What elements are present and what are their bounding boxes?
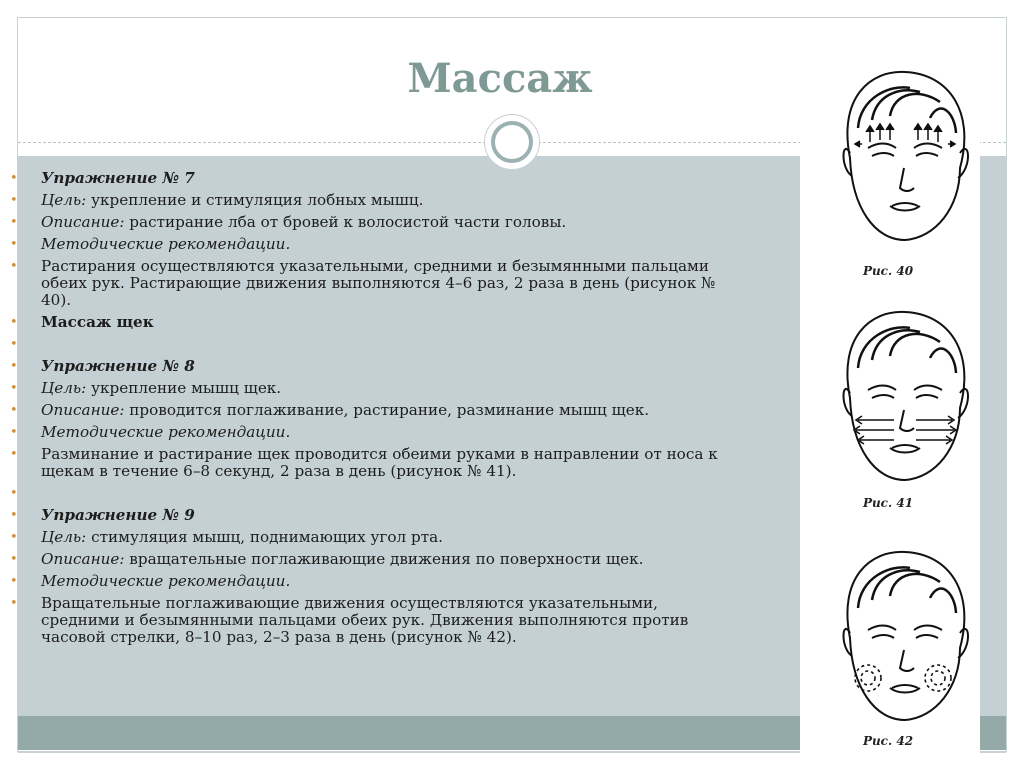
bullet-icon: • [10,215,18,230]
bullet-icon: • [10,259,18,274]
list-item [10,595,730,646]
bullet-icon: • [10,315,18,330]
list-item [10,192,730,209]
bullet-icon: • [10,403,18,418]
list-item [10,258,730,309]
list-item [10,529,730,546]
figure-caption: Рис. 42 [862,734,914,748]
list-item [10,214,730,231]
figure-caption: Рис. 41 [862,496,914,510]
field-label: Описание: [41,550,125,568]
bullet-icon: • [10,193,18,208]
exercise-heading: Упражнение № 8 [41,357,195,375]
bullet-icon: • [10,552,18,567]
figure-40 [810,58,980,278]
exercise-heading: Упражнение № 9 [41,506,195,524]
bullet-icon: • [10,447,18,462]
ring-ornament-icon [484,114,540,170]
field-text: вращательные поглаживающие движения по поверхности щек. [124,550,644,568]
method-heading: Методические рекомендации. [41,235,291,253]
method-heading: Методические рекомендации. [41,423,291,441]
field-text: укрепление и стимуляция лобных мышц. [86,191,424,209]
list-item [10,380,730,397]
list-item [10,551,730,568]
bullet-icon: • [10,237,18,252]
figures-column [800,58,980,768]
list-item [10,402,730,419]
figure-42 [810,538,980,748]
field-text: укрепление мышц щек. [86,379,282,397]
method-text: Растирания осуществляются указательными, средними и безымянными пальцами обеих рук. Растирающие движения выполняются 4–6 раз, 2 раза в день (рисунок № 40). [41,257,716,309]
bullet-icon: • [10,381,18,396]
list-item [10,358,730,375]
bullet-icon: • [10,574,18,589]
bullet-icon: • [10,425,18,440]
slide-title: Массаж [407,55,593,102]
field-label: Описание: [41,401,125,419]
figure-41 [810,298,980,510]
bullet-icon: • [10,486,18,501]
list-item-empty [10,336,730,353]
field-label: Цель: [41,528,87,546]
face-cheek-rubbing-icon [810,298,980,498]
field-text: проводится поглаживание, растирание, разминание мышц щек. [124,401,650,419]
list-item [10,507,730,524]
method-text: Вращательные поглаживающие движения осуществляются указательными, средними и безымянными пальцами обеих рук. Движения выполняются против часовой стрелки, 8–10 раз, 2–3 раза в день (рисунок № 42). [41,594,689,646]
field-label: Цель: [41,191,87,209]
method-heading: Методические рекомендации. [41,572,291,590]
face-circular-stroking-icon [810,538,980,738]
list-item [10,314,730,331]
bullet-icon: • [10,171,18,186]
bullet-icon: • [10,337,18,352]
bullet-icon: • [10,508,18,523]
method-text: Разминание и растирание щек проводится обеими руками в направлении от носа к щекам в течение 6–8 секунд, 2 раза в день (рисунок № 41). [41,445,718,480]
list-item [10,170,730,187]
list-item-empty [10,485,730,502]
list-item [10,446,730,480]
face-forehead-massage-icon [810,58,980,258]
exercise-list [10,170,730,651]
section-heading: Массаж щек [41,313,154,331]
field-text: растирание лба от бровей к волосистой части головы. [124,213,567,231]
field-text: стимуляция мышц, поднимающих угол рта. [86,528,443,546]
bullet-icon: • [10,359,18,374]
field-label: Описание: [41,213,125,231]
list-item [10,424,730,441]
bullet-icon: • [10,530,18,545]
bullet-icon: • [10,596,18,611]
field-label: Цель: [41,379,87,397]
figure-caption: Рис. 40 [862,264,914,278]
list-item [10,573,730,590]
list-item [10,236,730,253]
ring-inner [491,121,533,163]
exercise-heading: Упражнение № 7 [41,169,195,187]
